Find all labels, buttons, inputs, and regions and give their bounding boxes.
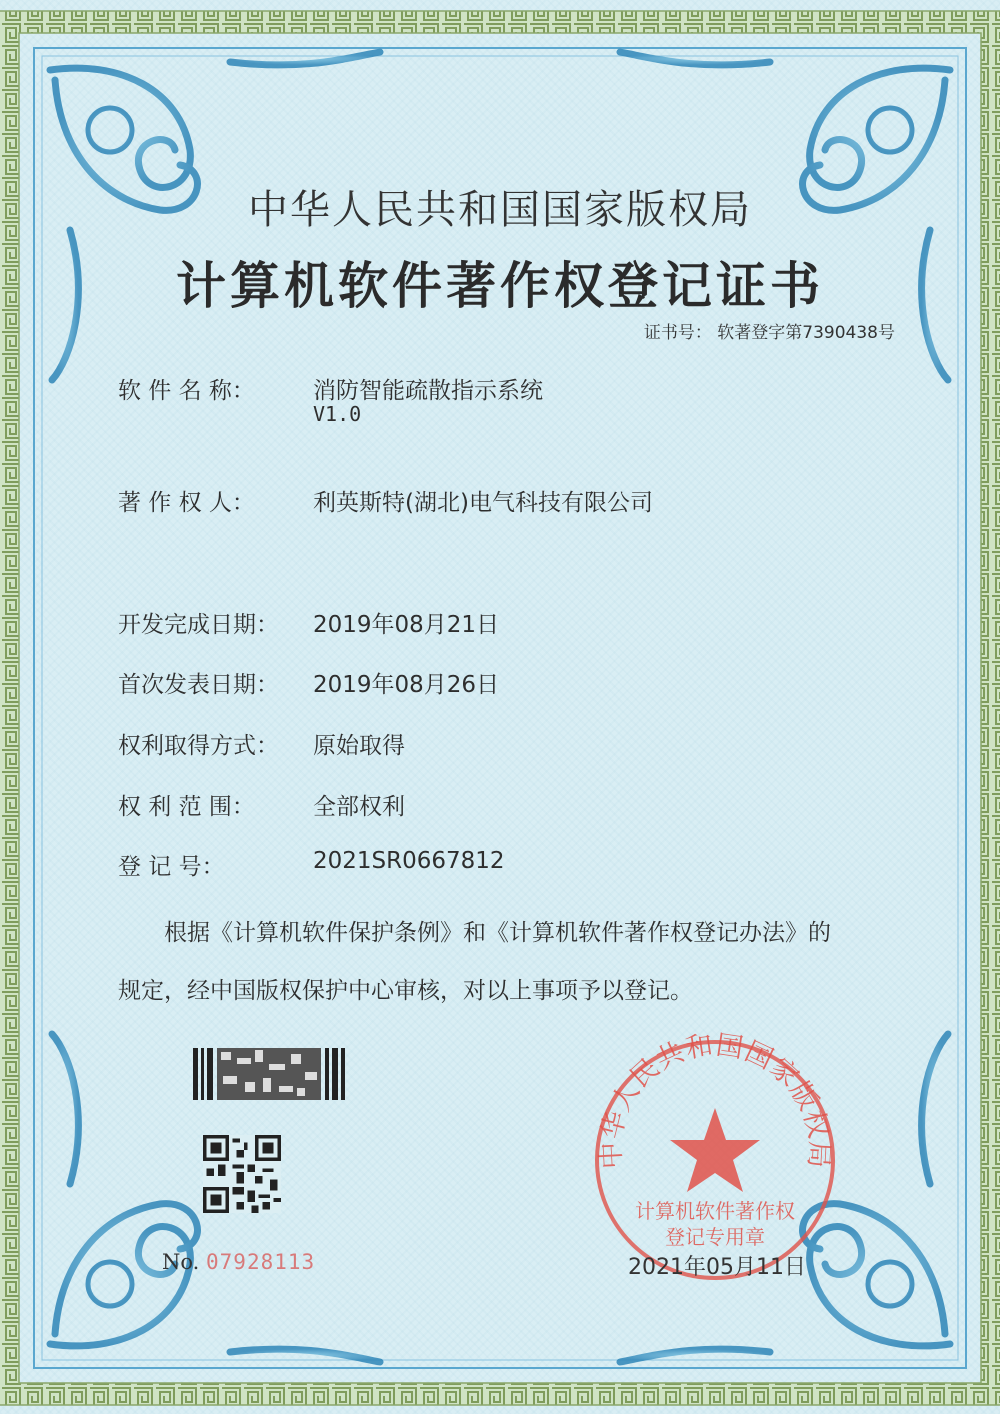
certificate-number [644,318,895,343]
field-label: 软 件 名 称： [118,378,255,404]
field-value: 2019年08月21日 [313,612,500,638]
field-value: 原始取得 [313,733,405,759]
field-label: 登 记 号： [118,854,225,880]
certificate-number-label: 证书号： [643,323,712,343]
field-value: 2019年08月26日 [313,672,500,698]
authority-title: 中华人民共和国国家版权局 [248,187,752,233]
field-value: 消防智能疏散指示系统 [313,378,543,404]
field-label: 权 利 范 围： [118,794,255,820]
field-label: 开发完成日期： [118,612,279,638]
field-label: 著 作 权 人： [118,490,255,516]
serial-number [162,1250,315,1274]
statement-line-2: 规定，经中国版权保护中心审核，对以上事项予以登记。 [118,978,693,1004]
serial-value: 07928113 [206,1250,316,1274]
seal-inner-line-2: 登记专用章 [665,1225,765,1249]
issue-date: 2021年05月11日 [628,1255,806,1280]
certificate-title: 计算机软件著作权登记证书 [176,257,824,315]
field-label: 首次发表日期： [118,672,279,698]
statement-line-1: 根据《计算机软件保护条例》和《计算机软件著作权登记办法》的 [164,920,831,946]
qr-code [203,1135,281,1213]
star-icon [670,1108,760,1192]
certificate-number-value: 软著登字第7390438号 [717,323,895,343]
serial-prefix: No. [162,1250,200,1274]
field-value-version: V1.0 [313,402,362,426]
field-label: 权利取得方式： [118,733,279,759]
field-value: 利英斯特(湖北)电气科技有限公司 [313,490,653,516]
barcode [193,1048,348,1100]
statement [118,904,918,1020]
field-value: 全部权利 [313,794,405,820]
seal-inner-line-1: 计算机软件著作权 [635,1199,795,1223]
field-value: 2021SR0667812 [313,848,505,874]
seal-outer-text: 中华人民共和国国家版权局 [595,1030,835,1170]
